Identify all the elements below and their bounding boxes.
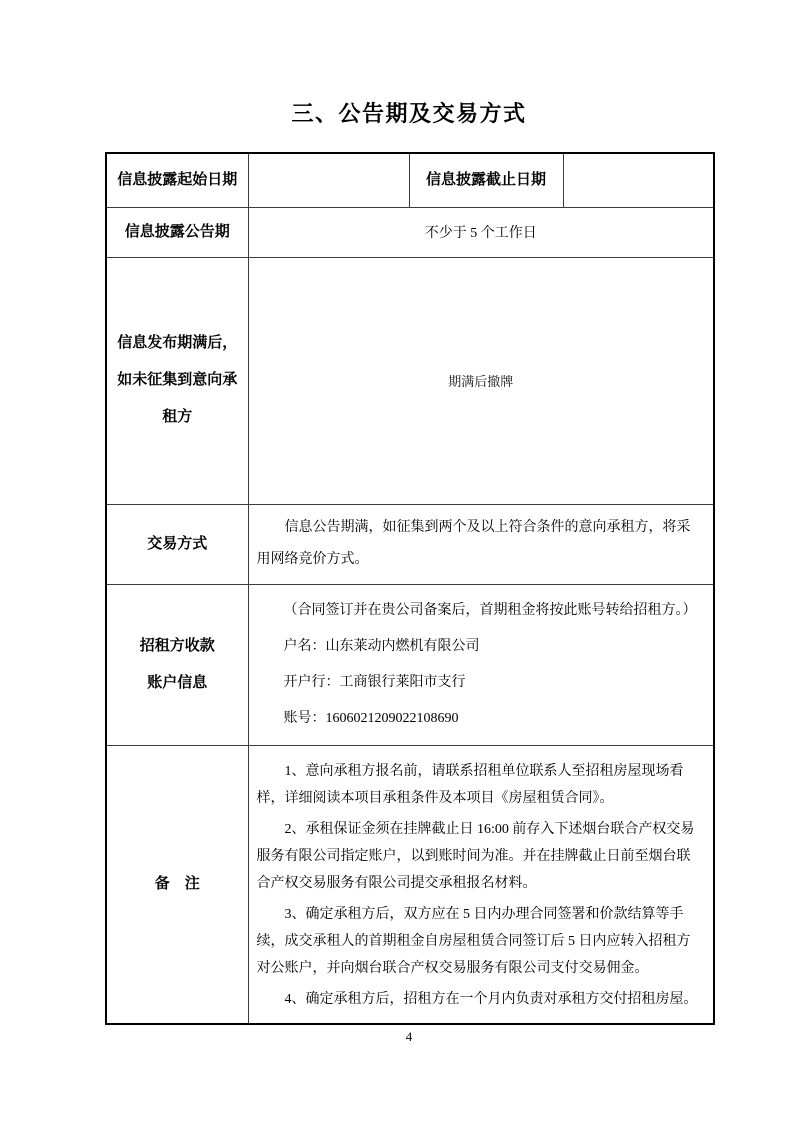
account-info-value (248, 584, 714, 745)
table-row (106, 745, 714, 1024)
disclosure-end-date-value (563, 153, 714, 207)
table-row (106, 584, 714, 745)
expiry-action-label-line: 信息发布期满后， (117, 335, 238, 351)
section-title: 三、公告期及交易方式 (291, 101, 527, 126)
account-bank-line: 开户行：工商银行莱阳市支行 (283, 674, 466, 690)
table-row (106, 153, 714, 207)
announcement-period-value: 不少于 5 个工作日 (248, 207, 714, 257)
disclosure-start-date-label: 信息披露起始日期 (106, 153, 248, 207)
table-row (106, 207, 714, 257)
disclosure-end-date-label: 信息披露截止日期 (409, 153, 563, 207)
account-info-label-line: 账户信息 (147, 674, 208, 691)
table-row (106, 257, 714, 504)
announcement-table (105, 152, 715, 1025)
expiry-action-label (106, 257, 248, 504)
transaction-method-label: 交易方式 (106, 504, 248, 584)
account-number-line: 账号：1606021209022108690 (283, 710, 459, 726)
expiry-action-value: 期满后撤牌 (248, 257, 714, 504)
account-holder-line: 户名：山东莱动内燃机有限公司 (283, 638, 480, 654)
remark-paragraph: 2、承租保证金须在挂牌截止日 16:00 前存入下述烟台联合产权交易服务有限公司指定账户，以到账时间为准。并在挂牌截止日前至烟台联合产权交易服务有限公司提交承租报名材料。 (256, 821, 695, 891)
remarks-value (248, 745, 714, 1024)
transaction-method-value: 信息公告期满，如征集到两个及以上符合条件的意向承租方，将采用网络竞价方式。 (248, 504, 714, 584)
account-info-label (106, 584, 248, 745)
disclosure-start-date-value (248, 153, 409, 207)
account-note-line: （合同签订并在贵公司备案后，首期租金将按此账号转给招租方。） (283, 602, 697, 618)
table-row (106, 504, 714, 584)
remark-paragraph: 3、确定承租方后，双方应在 5 日内办理合同签署和价款结算等手续，成交承租人的首期租金自房屋租赁合同签订后 5 日内应转入招租方对公账户，并向烟台联合产权交易服务有限公司支付交易佣金。 (256, 906, 691, 976)
remarks-label: 备 注 (106, 745, 248, 1024)
expiry-action-label-line: 租方 (162, 409, 193, 425)
remark-paragraph: 1、意向承租方报名前，请联系招租单位联系人至招租房屋现场看样，详细阅读本项目承租条件及本项目《房屋租赁合同》。 (256, 763, 684, 806)
account-info-label-line: 招租方收款 (139, 637, 215, 654)
remark-paragraph: 4、确定承租方后，招租方在一个月内负责对承租方交付招租房屋。 (284, 991, 698, 1007)
expiry-action-label-line: 如未征集到意向承 (117, 372, 238, 388)
page-number: 4 (405, 1029, 413, 1044)
announcement-period-label: 信息披露公告期 (106, 207, 248, 257)
